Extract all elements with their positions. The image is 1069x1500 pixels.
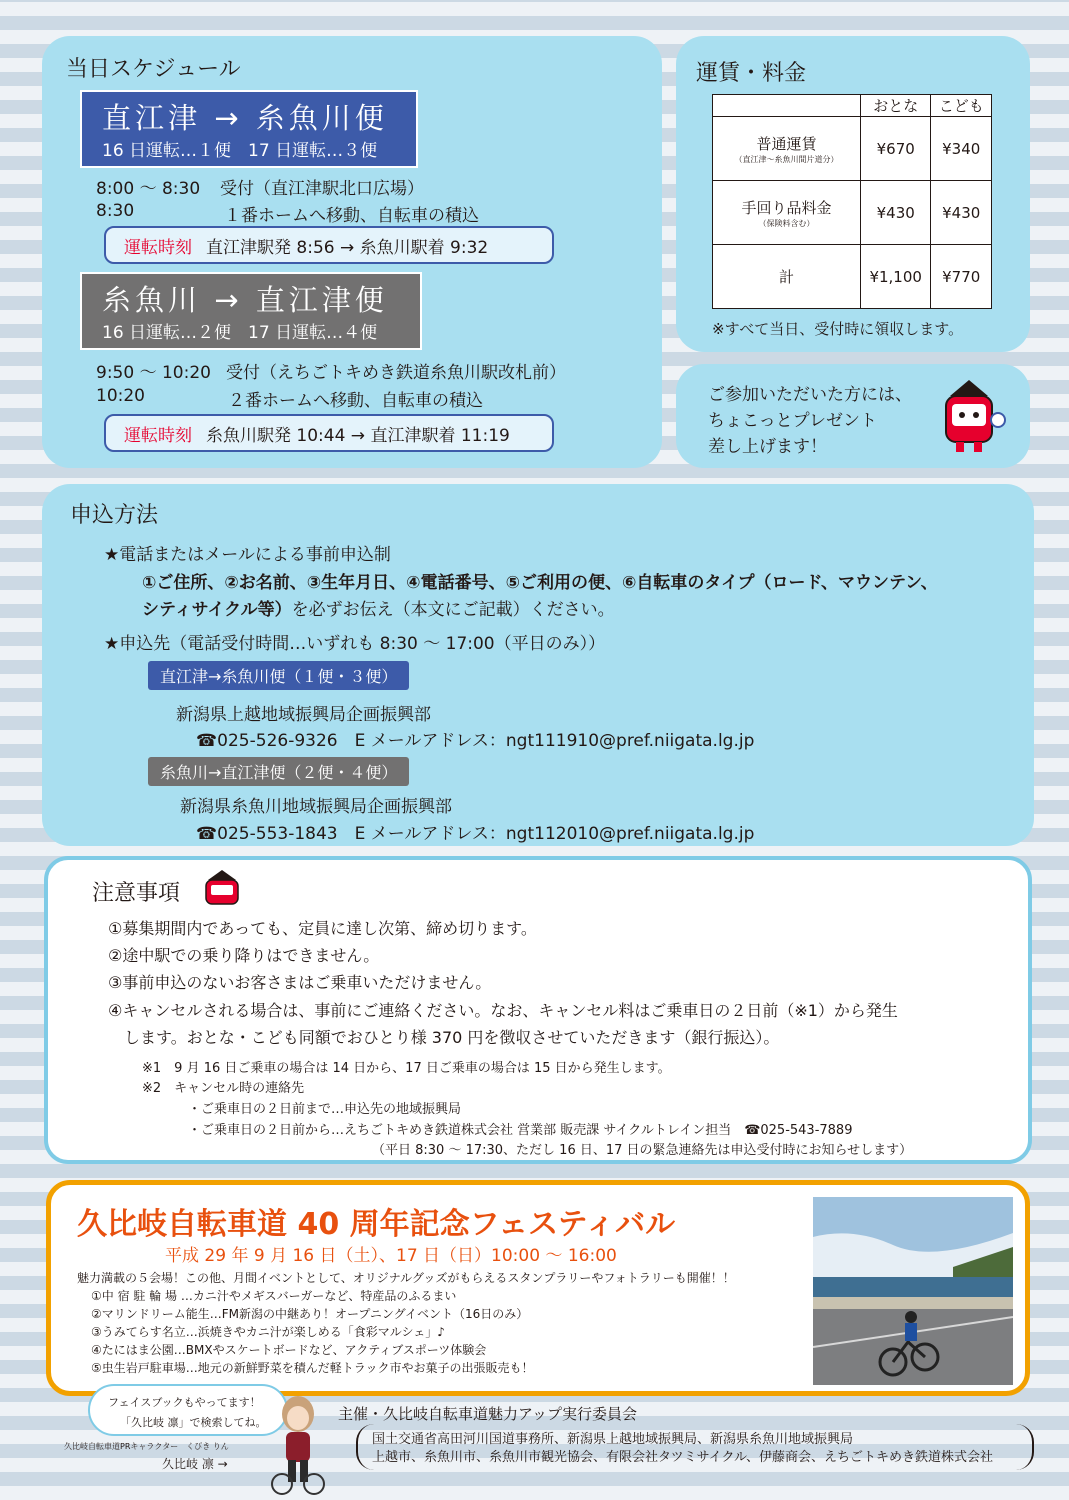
fare-row-regular-label: 普通運賃 — [756, 134, 817, 153]
fare-row-regular-child: ¥340 — [931, 117, 992, 181]
fare-row-total-adult: ¥1,100 — [861, 245, 931, 309]
festival-venue-4: ④たにはま公園…BMXやスケートボードなど、アクティブスポーツ体験会 — [91, 1343, 487, 1357]
present-line3: 差し上げます！ — [708, 437, 827, 457]
notice-note-2: ※2 キャンセル時の連絡先 — [142, 1081, 305, 1096]
notice-panel — [44, 856, 1032, 1164]
fare-row-baggage-label: 手回り品料金 — [741, 198, 832, 217]
notice-item-1: ①募集期間内であっても、定員に達し次第、締め切ります。 — [108, 919, 537, 938]
fare-table — [712, 94, 992, 309]
facebook-bubble — [88, 1384, 288, 1436]
fare-row-baggage — [713, 181, 992, 245]
notice-title: 注意事項 — [92, 881, 181, 906]
festival-intro: 魅力満載の５会場！この他、月間イベントとして、オリジナルグッズがもらえるスタンプラリーやフォトラリーも開催！！ — [77, 1271, 735, 1285]
route1-pill-label: 運転時刻 — [124, 238, 192, 258]
fare-row-baggage-adult: ¥430 — [861, 181, 931, 245]
contact2-line: ☎025-553-1843 E メールアドレス：ngt112010@pref.niigata.lg.jp — [196, 824, 755, 844]
apply-title: 申込方法 — [70, 503, 159, 528]
fare-header-child: こども — [931, 95, 992, 117]
notice-item-3: ③事前申込のないお客さまはご乗車いただけません。 — [108, 973, 492, 992]
contact1-tag: 直江津→糸魚川便（１便・３便） — [148, 661, 409, 690]
schedule-title: 当日スケジュール — [66, 57, 241, 82]
fare-panel — [676, 36, 1030, 352]
notice-item-4: ④キャンセルされる場合は、事前にご連絡ください。なお、キャンセル料はご乗車日の２日前（※1）から発生 — [108, 1001, 898, 1020]
bubble-line2: 「久比岐 凛」で検索してね。 — [120, 1416, 267, 1429]
fare-row-total-child: ¥770 — [931, 245, 992, 309]
route2-time1: 9:50 ～ 10:20 — [96, 363, 211, 383]
route1-departure-pill — [104, 226, 554, 264]
character-name: 久比岐 凛 → — [162, 1457, 228, 1471]
fare-header-adult: おとな — [861, 95, 931, 117]
apply-dest-hours: （電話受付時間…いずれも 8:30 ～ 17:00（平日のみ）） — [170, 634, 606, 654]
route2-pill-text: 糸魚川駅発 10:44 → 直江津駅着 11:19 — [206, 426, 510, 446]
route2-time2: 10:20 — [96, 386, 145, 406]
route2-text2: ２番ホームへ移動、自転車の積込 — [228, 391, 483, 411]
fare-row-baggage-note: （保険料含む） — [758, 218, 815, 228]
notice-item-4b: します。おとな・こども同額でおひとり様 370 円を徴収させていただきます（銀行振込）。 — [124, 1028, 780, 1047]
contact2-office: 新潟県糸魚川地域振興局企画振興部 — [180, 797, 452, 817]
fare-row-total-label: 計 — [713, 245, 861, 309]
present-line1: ご参加いただいた方には、 — [708, 385, 912, 405]
members-line2: 上越市、糸魚川市、糸魚川市観光協会、有限会社タツミサイクル、伊藤商会、えちごトキめき鉄道株式会社 — [372, 1450, 994, 1465]
route1-text2: １番ホームへ移動、自転車の積込 — [224, 206, 479, 226]
notice-item-2: ②途中駅での乗り降りはできません。 — [108, 946, 380, 965]
apply-items-line1: ①ご住所、②お名前、③生年月日、④電話番号、⑤ご利用の便、⑥自転車のタイプ（ロード、マウンテン、 — [142, 573, 938, 593]
route2-pill-label: 運転時刻 — [124, 426, 192, 446]
apply-dest-label: ★申込先 — [104, 634, 171, 654]
route1-text1: 受付（直江津駅北口広場） — [220, 179, 424, 199]
apply-panel — [42, 484, 1034, 846]
organizer: 主催・久比岐自転車道魅力アップ実行委員会 — [338, 1405, 637, 1423]
cyclist-coast-photo — [813, 1197, 1013, 1385]
festival-venue-1: ①中 宿 駐 輪 場 …カニ汁やメギスバーガーなど、特産品のふるまい — [91, 1289, 457, 1303]
contact2-tag: 糸魚川→直江津便（２便・４便） — [148, 757, 409, 786]
festival-venue-3: ③うみてらす名立…浜焼きやカニ汁が楽しめる「食彩マルシェ」♪ — [91, 1325, 445, 1339]
notice-note-5: （平日 8:30 ～ 17:30、ただし 16 日、17 日の緊急連絡先は申込受付時にお知らせします） — [372, 1143, 913, 1158]
fare-row-regular-adult: ¥670 — [861, 117, 931, 181]
train-mascot-icon — [200, 868, 244, 908]
notice-note-3: ・ご乗車日の２日前まで…申込先の地域振興局 — [188, 1102, 462, 1117]
route1-pill-text: 直江津駅発 8:56 → 糸魚川駅着 9:32 — [206, 238, 489, 258]
fare-row-regular-note: （直江津～糸魚川間片道分） — [734, 154, 839, 164]
notice-note-1: ※1 9 月 16 日ご乗車の場合は 14 日から、17 日ご乗車の場合は 15 日から発生します。 — [142, 1061, 671, 1076]
fare-row-regular — [713, 117, 992, 181]
fare-header-empty — [713, 95, 861, 117]
notice-note-4: ・ご乗車日の２日前から…えちごトキめき鉄道株式会社 営業部 販売課 サイクルトレイン担当 ☎025-543-7889 — [188, 1123, 853, 1138]
route1-time1: 8:00 ～ 8:30 — [96, 179, 201, 199]
fare-footnote: ※すべて当日、受付時に領収します。 — [712, 320, 964, 338]
schedule-panel — [42, 36, 662, 468]
fare-row-total — [713, 245, 992, 309]
festival-venue-2: ②マリンドリーム能生…FM新潟の中継あり！オープニングイベント（16日のみ） — [91, 1307, 529, 1321]
route2-name: 糸魚川 → 直江津便 — [102, 283, 388, 317]
festival-venue-5: ⑤虫生岩戸駐車場…地元の新鮮野菜を積んだ軽トラック市やお菓子の出張販売も！ — [91, 1361, 534, 1375]
apply-dest — [104, 629, 605, 654]
contact1-office: 新潟県上越地域振興局企画振興部 — [176, 705, 431, 725]
route2-text1: 受付（えちごトキめき鉄道糸魚川駅改札前） — [226, 363, 566, 383]
apply-items-bold2: シティサイクル等） — [142, 600, 292, 620]
apply-items-tail: を必ずお伝え（本文にご記載）ください。 — [291, 600, 615, 620]
character-caption: 久比岐自転車道PRキャラクター くびき りん — [64, 1442, 229, 1451]
route2-header — [80, 272, 422, 350]
route1-time2: 8:30 — [96, 201, 135, 221]
present-line2: ちょこっとプレゼント — [708, 411, 877, 431]
apply-items-line2 — [142, 595, 615, 620]
present-panel — [676, 364, 1030, 468]
festival-date: 平成 29 年 9 月 16 日（土）、17 日（日）10:00 ～ 16:00 — [165, 1246, 617, 1266]
route2-departure-pill — [104, 414, 554, 452]
festival-title: 久比岐自転車道 40 周年記念フェスティバル — [77, 1207, 676, 1242]
members-line1: 国土交通省高田河川国道事務所、新潟県上越地域振興局、新潟県糸魚川地域振興局 — [372, 1432, 854, 1447]
bubble-line1: フェイスブックもやってます！ — [108, 1396, 261, 1409]
apply-method: ★電話またはメールによる事前申込制 — [104, 545, 391, 565]
character-kubiki-rin — [268, 1392, 328, 1498]
route1-header — [80, 90, 418, 168]
mascot-train-icon — [932, 374, 1012, 460]
route1-name: 直江津 → 糸魚川便 — [102, 101, 388, 135]
fare-row-baggage-child: ¥430 — [931, 181, 992, 245]
festival-panel — [46, 1180, 1030, 1396]
route2-sub: 16 日運転…２便 17 日運転…４便 — [102, 323, 378, 343]
contact1-line: ☎025-526-9326 E メールアドレス：ngt111910@pref.niigata.lg.jp — [196, 731, 755, 751]
fare-title: 運賃・料金 — [696, 61, 807, 86]
fare-header-row — [713, 95, 992, 117]
route1-sub: 16 日運転…１便 17 日運転…３便 — [102, 141, 378, 161]
